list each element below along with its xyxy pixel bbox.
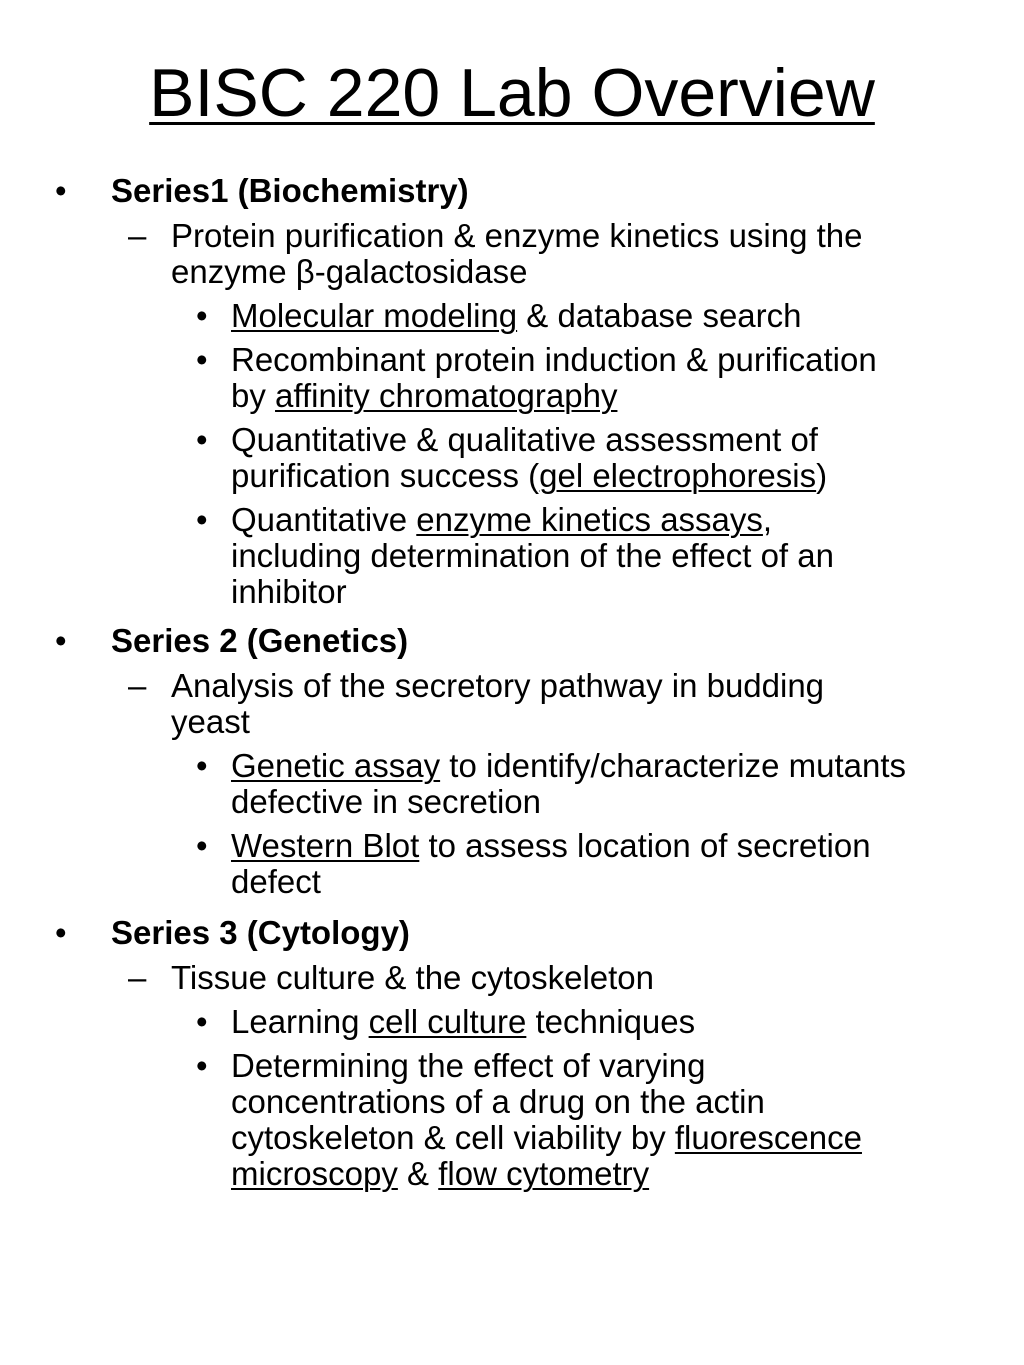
series3-item-2 bbox=[0, 1048, 1024, 1192]
item-text: Recombinant protein induction & purification bbox=[231, 341, 877, 378]
item-text: to assess location of secretion bbox=[419, 827, 871, 864]
bullet-marker: • bbox=[196, 501, 208, 538]
series1-sub-line1: Protein purification & enzyme kinetics using the bbox=[171, 217, 863, 254]
item-text: Quantitative & qualitative assessment of bbox=[231, 421, 818, 458]
series1-item-1 bbox=[0, 298, 1024, 334]
item-text: inhibitor bbox=[231, 573, 347, 610]
series2-item-1 bbox=[0, 748, 1024, 820]
series2-sub bbox=[0, 668, 1024, 740]
bullet-marker: • bbox=[196, 747, 208, 784]
series3-heading bbox=[0, 914, 1024, 952]
series1-item-4 bbox=[0, 502, 1024, 610]
enzyme-kinetics-assays-link[interactable]: enzyme kinetics assays bbox=[416, 501, 763, 538]
microscopy-link[interactable]: microscopy bbox=[231, 1155, 398, 1192]
cell-culture-link[interactable]: cell culture bbox=[368, 1003, 527, 1040]
series2-item-2 bbox=[0, 828, 1024, 900]
gel-electrophoresis-link[interactable]: gel electrophoresis bbox=[539, 457, 817, 494]
dash-marker: – bbox=[128, 667, 147, 704]
dash-marker: – bbox=[128, 959, 147, 996]
item-text: to identify/characterize mutants bbox=[440, 747, 906, 784]
item-text: , bbox=[762, 501, 773, 538]
item-text: techniques bbox=[526, 1003, 696, 1040]
affinity-chromatography-link[interactable]: affinity chromatography bbox=[275, 377, 618, 414]
item-text: Determining the effect of varying bbox=[231, 1047, 706, 1084]
fluorescence-link[interactable]: fluorescence bbox=[674, 1119, 862, 1156]
bullet-marker: • bbox=[196, 297, 208, 334]
bullet-marker: • bbox=[196, 827, 208, 864]
item-text: & database search bbox=[517, 297, 802, 334]
slide-body bbox=[0, 172, 1024, 1192]
bullet-marker: • bbox=[196, 341, 208, 378]
series2-sub-line2: yeast bbox=[171, 703, 250, 740]
item-text: ) bbox=[816, 457, 828, 494]
series2-heading-text: Series 2 (Genetics) bbox=[111, 622, 409, 659]
series1-heading-text: Series1 (Biochemistry) bbox=[111, 172, 469, 209]
series3-item-1 bbox=[0, 1004, 1024, 1040]
series1-sub bbox=[0, 218, 1024, 290]
item-text: Quantitative bbox=[231, 501, 417, 538]
bullet-marker: • bbox=[55, 172, 67, 209]
item-text: & bbox=[397, 1155, 439, 1192]
series2-heading bbox=[0, 622, 1024, 660]
series2-sub-line1: Analysis of the secretory pathway in budding bbox=[171, 667, 825, 704]
series3-heading-text: Series 3 (Cytology) bbox=[111, 914, 410, 951]
western-blot-link[interactable]: Western Blot bbox=[231, 827, 420, 864]
series1-heading bbox=[0, 172, 1024, 210]
bullet-marker: • bbox=[196, 1047, 208, 1084]
item-text: Learning bbox=[231, 1003, 369, 1040]
bullet-marker: • bbox=[55, 914, 67, 951]
series3-sub-line1: Tissue culture & the cytoskeleton bbox=[171, 959, 655, 996]
series1-item-2 bbox=[0, 342, 1024, 414]
item-text: including determination of the effect of an bbox=[231, 537, 834, 574]
item-text: concentrations of a drug on the actin bbox=[231, 1083, 765, 1120]
bullet-marker: • bbox=[196, 1003, 208, 1040]
series3-sub bbox=[0, 960, 1024, 996]
bullet-marker: • bbox=[196, 421, 208, 458]
series1-item-3 bbox=[0, 422, 1024, 494]
item-text: cytoskeleton & cell viability by bbox=[231, 1119, 675, 1156]
item-text: defective in secretion bbox=[231, 783, 542, 820]
item-text: purification success ( bbox=[231, 457, 540, 494]
bullet-marker: • bbox=[55, 622, 67, 659]
molecular-modeling-link[interactable]: Molecular modeling bbox=[231, 297, 518, 334]
item-text: defect bbox=[231, 863, 321, 900]
series1-sub-line2: enzyme β-galactosidase bbox=[171, 253, 528, 290]
flow-cytometry-link[interactable]: flow cytometry bbox=[438, 1155, 650, 1192]
genetic-assay-link[interactable]: Genetic assay bbox=[231, 747, 441, 784]
slide-title: BISC 220 Lab Overview bbox=[149, 55, 875, 131]
item-text: by bbox=[231, 377, 276, 414]
dash-marker: – bbox=[128, 217, 147, 254]
